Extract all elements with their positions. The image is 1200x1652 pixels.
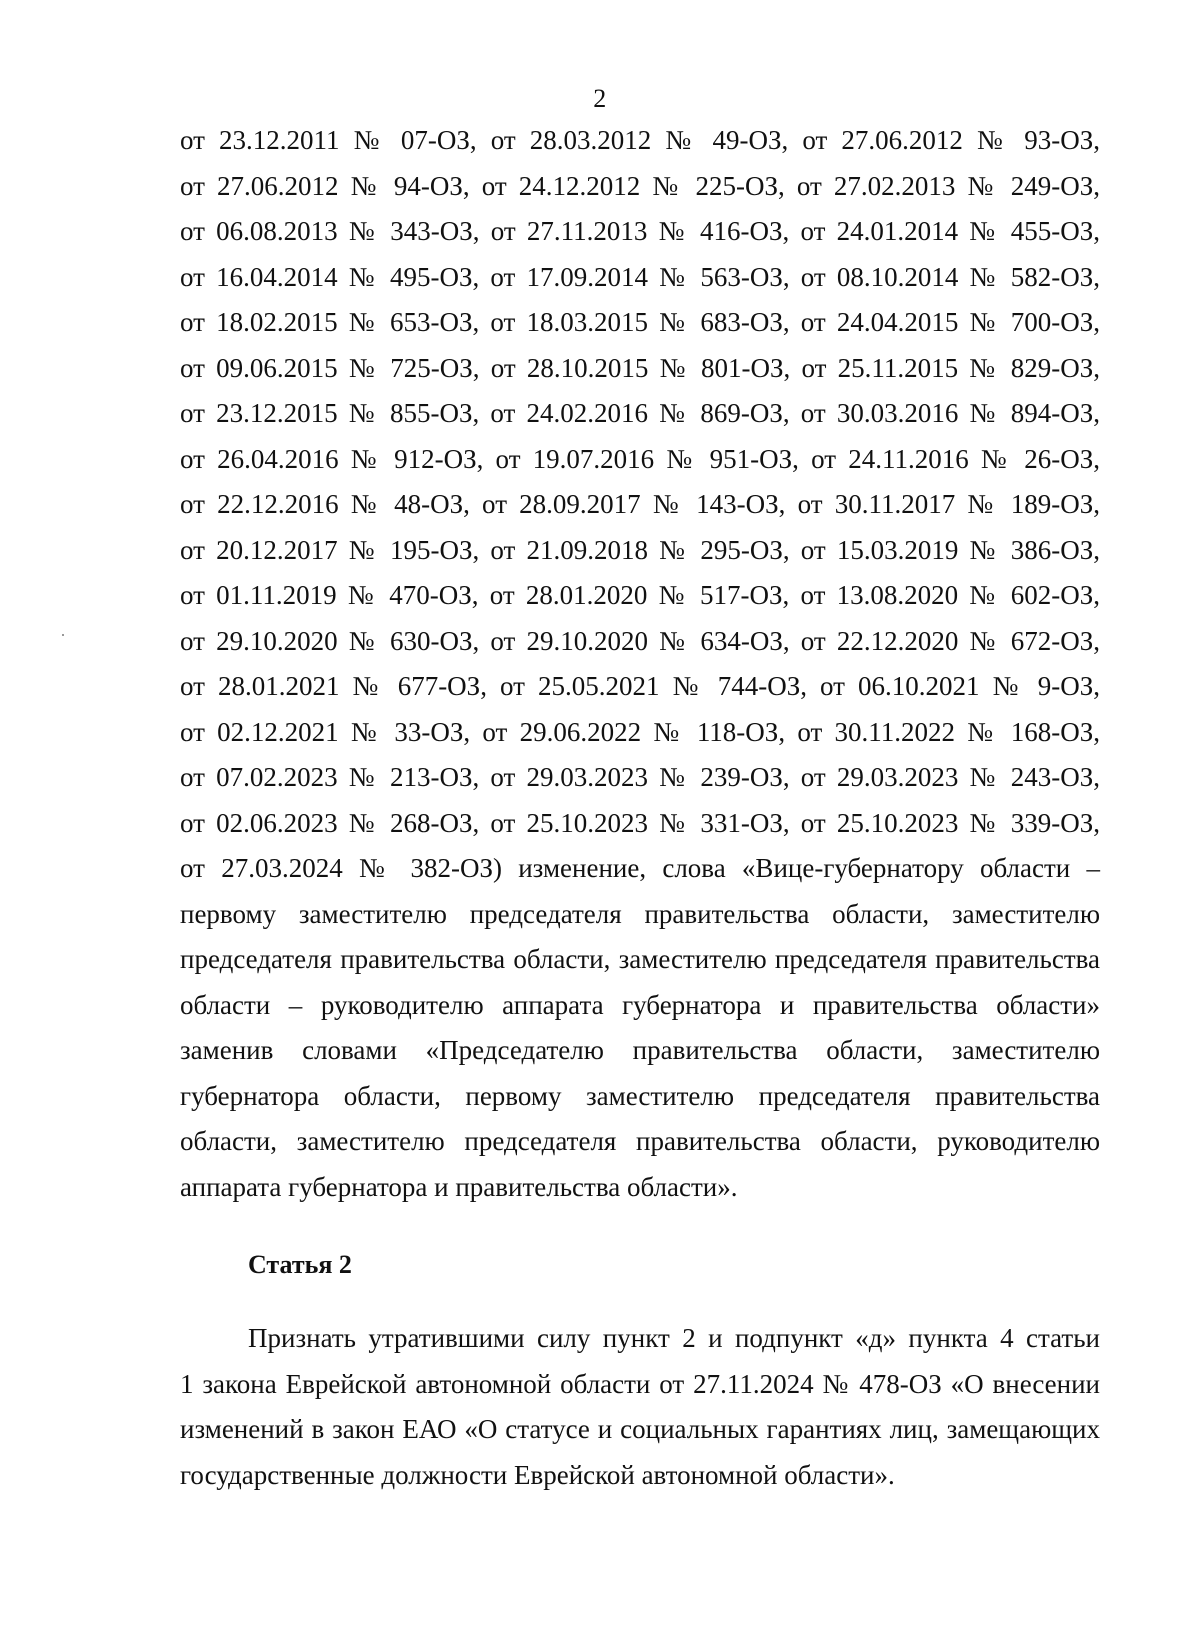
text-line: от 26.04.2016 № 912-ОЗ, от 19.07.2016 № 951-ОЗ, от 24.11.2016 № 26-ОЗ, bbox=[180, 443, 1100, 474]
amendment-paragraph bbox=[180, 118, 1100, 1210]
text-line: от 09.06.2015 № 725-ОЗ, от 28.10.2015 № 801-ОЗ, от 25.11.2015 № 829-ОЗ, bbox=[180, 352, 1100, 383]
text-line: от 01.11.2019 № 470-ОЗ, от 28.01.2020 № 517-ОЗ, от 13.08.2020 № 602-ОЗ, bbox=[180, 580, 1100, 610]
text-line: от 18.02.2015 № 653-ОЗ, от 18.03.2015 № 683-ОЗ, от 24.04.2015 № 700-ОЗ, bbox=[180, 307, 1100, 337]
text-line: государственные должности Еврейской автономной области». bbox=[180, 1459, 895, 1490]
scan-speck bbox=[62, 634, 64, 636]
text-line: от 20.12.2017 № 195-ОЗ, от 21.09.2018 № 295-ОЗ, от 15.03.2019 № 386-ОЗ, bbox=[180, 534, 1100, 565]
text-line: заменив словами «Председателю правительства области, заместителю bbox=[180, 1035, 1100, 1065]
text-line: от 22.12.2016 № 48-ОЗ, от 28.09.2017 № 143-ОЗ, от 30.11.2017 № 189-ОЗ, bbox=[180, 489, 1100, 519]
text-line: от 27.06.2012 № 94-ОЗ, от 24.12.2012 № 225-ОЗ, от 27.02.2013 № 249-ОЗ, bbox=[180, 170, 1100, 201]
text-line: от 29.10.2020 № 630-ОЗ, от 29.10.2020 № 634-ОЗ, от 22.12.2020 № 672-ОЗ, bbox=[180, 625, 1100, 656]
text-line: от 16.04.2014 № 495-ОЗ, от 17.09.2014 № 563-ОЗ, от 08.10.2014 № 582-ОЗ, bbox=[180, 261, 1100, 292]
article-heading: Статья 2 bbox=[248, 1250, 352, 1279]
text-line: от 28.01.2021 № 677-ОЗ, от 25.05.2021 № 744-ОЗ, от 06.10.2021 № 9-ОЗ, bbox=[180, 671, 1100, 701]
text-line: от 07.02.2023 № 213-ОЗ, от 29.03.2023 № 239-ОЗ, от 29.03.2023 № 243-ОЗ, bbox=[180, 762, 1100, 792]
page-number: 2 bbox=[593, 84, 607, 113]
text-line: от 23.12.2011 № 07-ОЗ, от 28.03.2012 № 49-ОЗ, от 27.06.2012 № 93-ОЗ, bbox=[180, 125, 1100, 155]
text-line: 1 закона Еврейской автономной области от 27.11.2024 № 478-ОЗ «О внесении bbox=[180, 1368, 1100, 1399]
text-line: Признать утратившими силу пункт 2 и подпункт «д» пункта 4 статьи bbox=[248, 1323, 1100, 1353]
text-line: изменений в закон ЕАО «О статусе и социальных гарантиях лиц, замещающих bbox=[180, 1414, 1100, 1444]
text-line: первому заместителю председателя правительства области, заместителю bbox=[180, 898, 1100, 929]
text-line: председателя правительства области, заместителю председателя правительства bbox=[180, 944, 1100, 974]
text-line: от 02.06.2023 № 268-ОЗ, от 25.10.2023 № 331-ОЗ, от 25.10.2023 № 339-ОЗ, bbox=[180, 807, 1100, 838]
text-line: области – руководителю аппарата губернатора и правительства области» bbox=[180, 989, 1100, 1020]
text-line: от 27.03.2024 № 382-ОЗ) изменение, слова «Вице-губернатору области – bbox=[180, 853, 1100, 883]
text-line: аппарата губернатора и правительства области». bbox=[180, 1171, 738, 1202]
text-line: области, заместителю председателя правительства области, руководителю bbox=[180, 1126, 1100, 1156]
text-line: от 23.12.2015 № 855-ОЗ, от 24.02.2016 № 869-ОЗ, от 30.03.2016 № 894-ОЗ, bbox=[180, 398, 1100, 428]
text-line: от 06.08.2013 № 343-ОЗ, от 27.11.2013 № 416-ОЗ, от 24.01.2014 № 455-ОЗ, bbox=[180, 216, 1100, 246]
text-line: губернатора области, первому заместителю председателя правительства bbox=[180, 1080, 1100, 1111]
text-line: от 02.12.2021 № 33-ОЗ, от 29.06.2022 № 118-ОЗ, от 30.11.2022 № 168-ОЗ, bbox=[180, 716, 1100, 747]
article-paragraph bbox=[180, 1316, 1100, 1498]
